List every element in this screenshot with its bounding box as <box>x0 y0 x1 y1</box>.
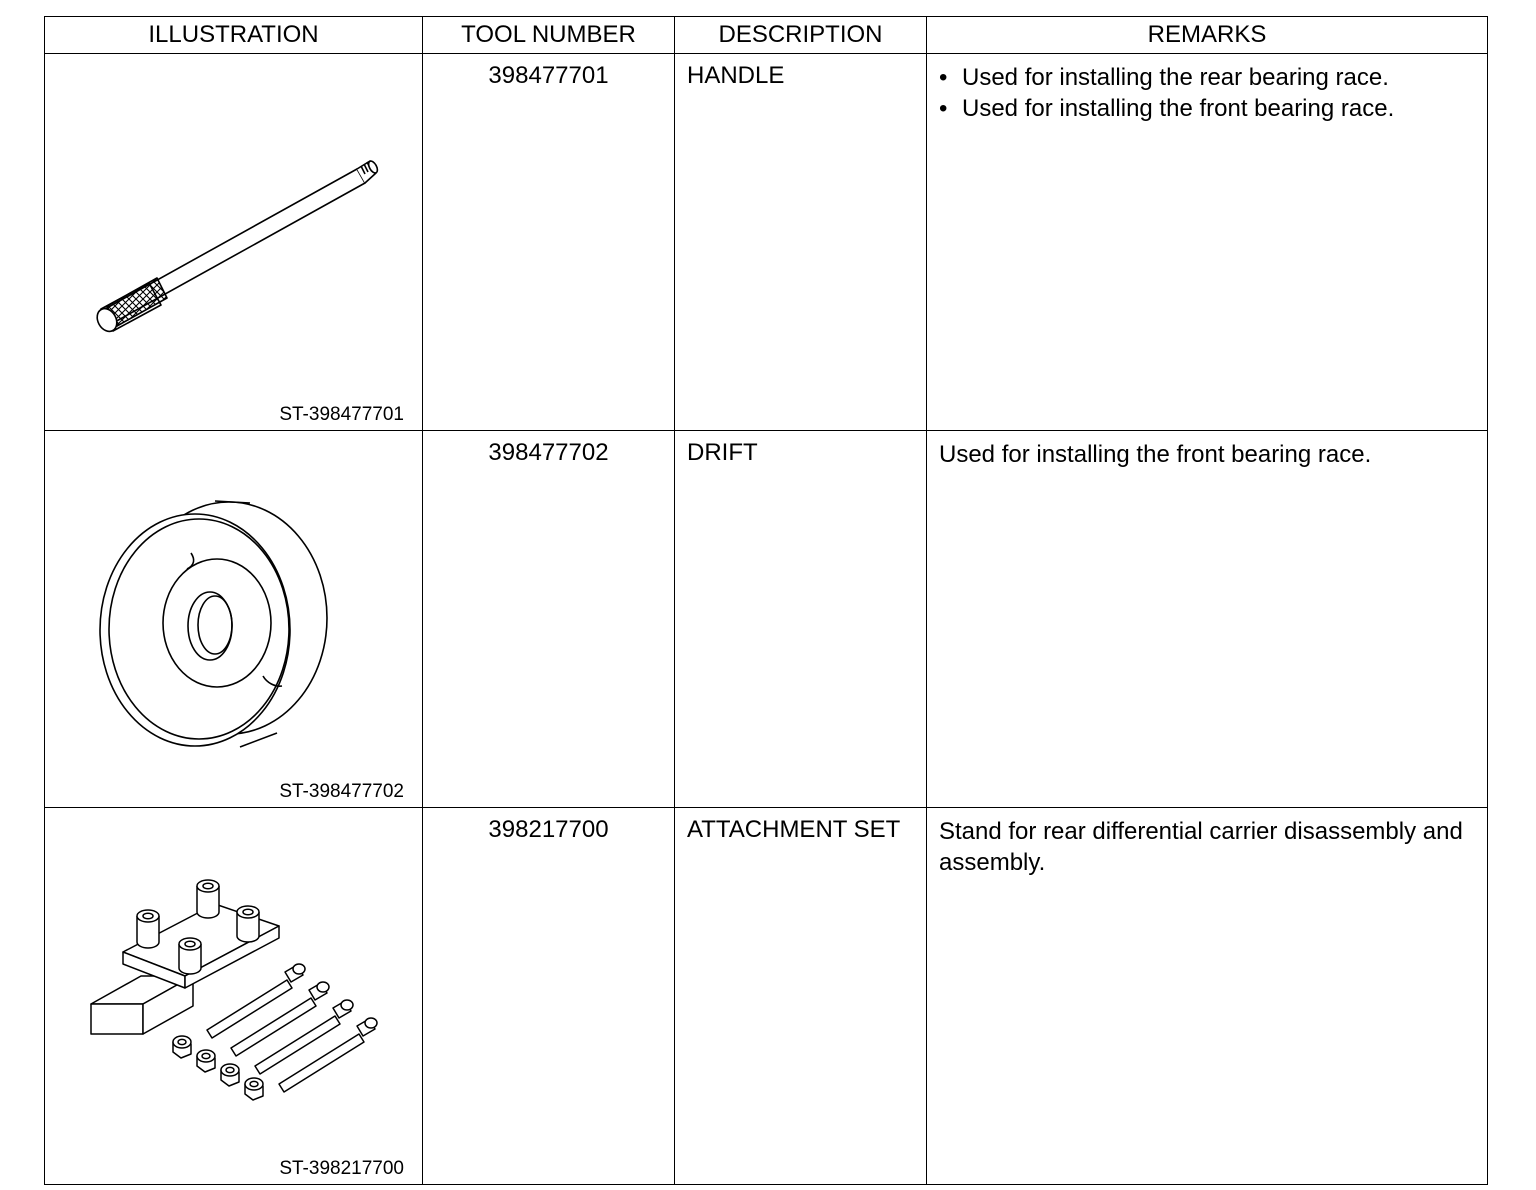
header-illustration: ILLUSTRATION <box>45 17 423 54</box>
header-description: DESCRIPTION <box>675 17 927 54</box>
illustration-cell <box>45 54 423 431</box>
remarks-list <box>939 62 1475 124</box>
special-tools-table <box>44 16 1488 1185</box>
tool-number-cell: 398217700 <box>423 808 675 1185</box>
remark-text: Used for installing the front bearing race. <box>939 441 1372 468</box>
description-cell: DRIFT <box>675 431 927 808</box>
remarks-cell <box>927 54 1488 431</box>
table-row <box>45 808 1488 1185</box>
remark-text: Stand for rear differential carrier disassembly and assembly. <box>939 818 1463 876</box>
figure-code: ST-398477702 <box>279 781 404 802</box>
remark-item: • Used for installing the front bearing race. <box>939 93 1475 124</box>
description-cell: ATTACHMENT SET <box>675 808 927 1185</box>
header-tool-number: TOOL NUMBER <box>423 17 675 54</box>
figure-code: ST-398477701 <box>279 404 404 425</box>
header-remarks: REMARKS <box>927 17 1488 54</box>
illustration-cell <box>45 808 423 1185</box>
drift-icon <box>45 431 421 799</box>
remarks-cell <box>927 808 1488 1185</box>
table-header-row <box>45 17 1488 54</box>
table-row <box>45 431 1488 808</box>
illustration-cell <box>45 431 423 808</box>
table-row <box>45 54 1488 431</box>
attachment-set-icon <box>45 808 421 1176</box>
tool-number-cell: 398477702 <box>423 431 675 808</box>
remarks-cell <box>927 431 1488 808</box>
figure-code: ST-398217700 <box>279 1158 404 1179</box>
tool-number-cell: 398477701 <box>423 54 675 431</box>
handle-icon <box>45 54 421 422</box>
remark-item: • Used for installing the rear bearing race. <box>939 62 1475 93</box>
description-cell: HANDLE <box>675 54 927 431</box>
